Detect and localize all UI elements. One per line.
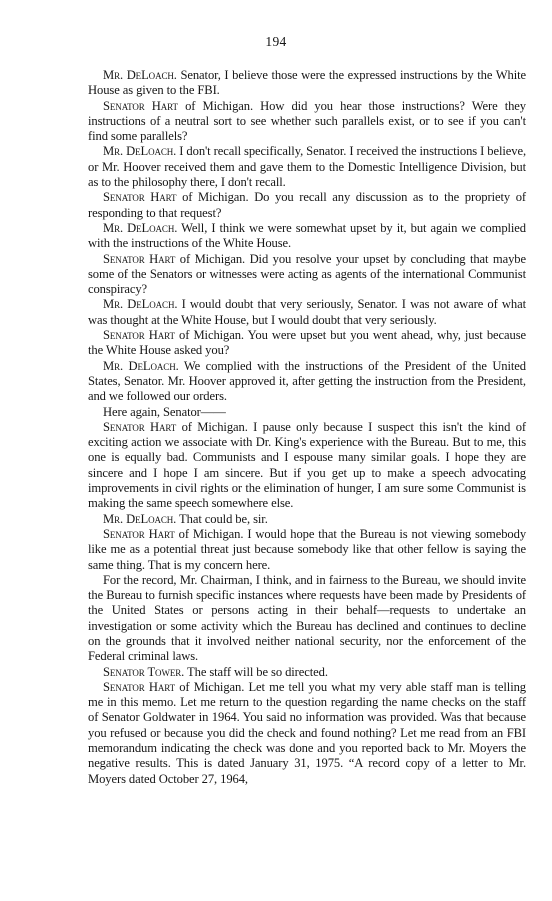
transcript-paragraph: [88, 144, 526, 190]
transcript-paragraph: [88, 68, 526, 99]
speaker-name: Mr. DeLoach.: [103, 511, 177, 526]
transcript-paragraph: [88, 297, 526, 328]
paragraph-text: The staff will be so directed.: [184, 664, 328, 679]
paragraph-text: Senator, I believe those were the expressed instructions by the White House as given to the FBI.: [88, 68, 527, 98]
paragraph-text: of Michigan. How did you hear those instructions? Were they instructions of a neutral sort to see whether such parallels exist, or to see if you can't find some parallels?: [88, 98, 526, 144]
transcript-paragraph: [88, 328, 526, 359]
page-number: 194: [265, 34, 287, 49]
transcript-paragraph: [88, 512, 526, 527]
paragraph-text: of Michigan. Did you resolve your upset by concluding that maybe some of the Senators or witnesses were acting as agents of the international Communist conspiracy?: [88, 251, 526, 297]
paragraph-text: of Michigan. You were upset but you went ahead, why, just because the White House asked you?: [88, 328, 526, 358]
transcript-paragraph: [88, 680, 526, 787]
transcript-paragraph: [88, 573, 526, 665]
speaker-name: Senator Hart: [103, 251, 176, 266]
speaker-name: Senator Hart: [103, 98, 178, 113]
paragraph-text: Here again, Senator——: [103, 404, 226, 419]
transcript-paragraph: [88, 99, 526, 145]
transcript-paragraph: [88, 405, 526, 420]
speaker-name: Mr. DeLoach.: [103, 220, 178, 235]
speaker-name: Senator Tower.: [103, 664, 185, 679]
speaker-name: Senator Hart: [103, 679, 176, 694]
paragraph-text: Well, I think we were somewhat upset by it, but again we complied with the instructions of the White House.: [88, 220, 526, 251]
paragraph-text: of Michigan. I would hope that the Bureau is not viewing somebody like me as a potential threat just because somebody like that other fellow is saying the same thing. That is my concern here.: [88, 526, 527, 572]
transcript-body: [88, 68, 526, 787]
transcript-paragraph: [88, 190, 526, 221]
speaker-name: Mr. DeLoach.: [103, 68, 177, 82]
speaker-name: Senator Hart: [103, 526, 175, 541]
speaker-name: Senator Hart: [103, 328, 175, 343]
paragraph-text: For the record, Mr. Chairman, I think, and in fairness to the Bureau, we should invite the Bureau to furnish specific instances where requests have been made by Presidents of the United States or persons acting in their behalf—requests to undertake an investigation or some activity which the Bureau has declined and continues to decline on the grounds that it involved neither national security, nor the enforcement of the Federal criminal laws.: [88, 572, 526, 664]
transcript-paragraph: [88, 665, 526, 680]
transcript-paragraph: [88, 420, 526, 512]
transcript-paragraph: [88, 221, 526, 252]
speaker-name: Mr. DeLoach.: [103, 358, 179, 373]
speaker-name: Senator Hart: [103, 190, 177, 205]
speaker-name: Senator Hart: [103, 419, 177, 434]
paragraph-text: of Michigan. Let me tell you what my very able staff man is telling me in this memo. Let me return to the question regarding the name checks on the staff of Senator Goldwater in 1964. You said no information was provided. Was that because you refused or because you did the check and found nothing? Let me read from an FBI memorandum indicating the check was done and you reported back to Mr. Moyers the negative results. This is dated January 31, 1975. “A record copy of a letter to Mr. Moyers dated October 27, 1964,: [88, 679, 526, 786]
speaker-name: Mr. DeLoach.: [103, 297, 178, 312]
transcript-paragraph: [88, 527, 526, 573]
speaker-name: Mr. DeLoach.: [103, 144, 177, 159]
paragraph-text: I don't recall specifically, Senator. I received the instructions I believe, or Mr. Hoover received them and gave them to the Domestic Intelligence Division, but as to the philosophy there, I don't recall.: [88, 144, 526, 190]
paragraph-text: of Michigan. I pause only because I suspect this isn't the kind of exciting action we associate with Dr. King's experience with the Bureau. But to me, this one is equally bad. Communists and I espouse many similar goals. I hope they are sincere and I hope I am sincere. But if you get up to make a speech advocating improvements in civil rights or the elimination of hunger, I am sure some Communist is making the same speech somewhere else.: [88, 419, 526, 511]
paragraph-text: We complied with the instructions of the President of the United States, Senator. Mr. Hoover approved it, after getting the instruction from the President, and we followed our orders.: [88, 358, 526, 404]
paragraph-text: That could be, sir.: [176, 511, 268, 526]
transcript-paragraph: [88, 252, 526, 298]
paragraph-text: I would doubt that very seriously, Senator. I was not aware of what was thought at the White House, but I would doubt that very seriously.: [88, 297, 526, 327]
transcript-paragraph: [88, 359, 526, 405]
paragraph-text: of Michigan. Do you recall any discussion as to the propriety of responding to that request?: [88, 190, 527, 220]
